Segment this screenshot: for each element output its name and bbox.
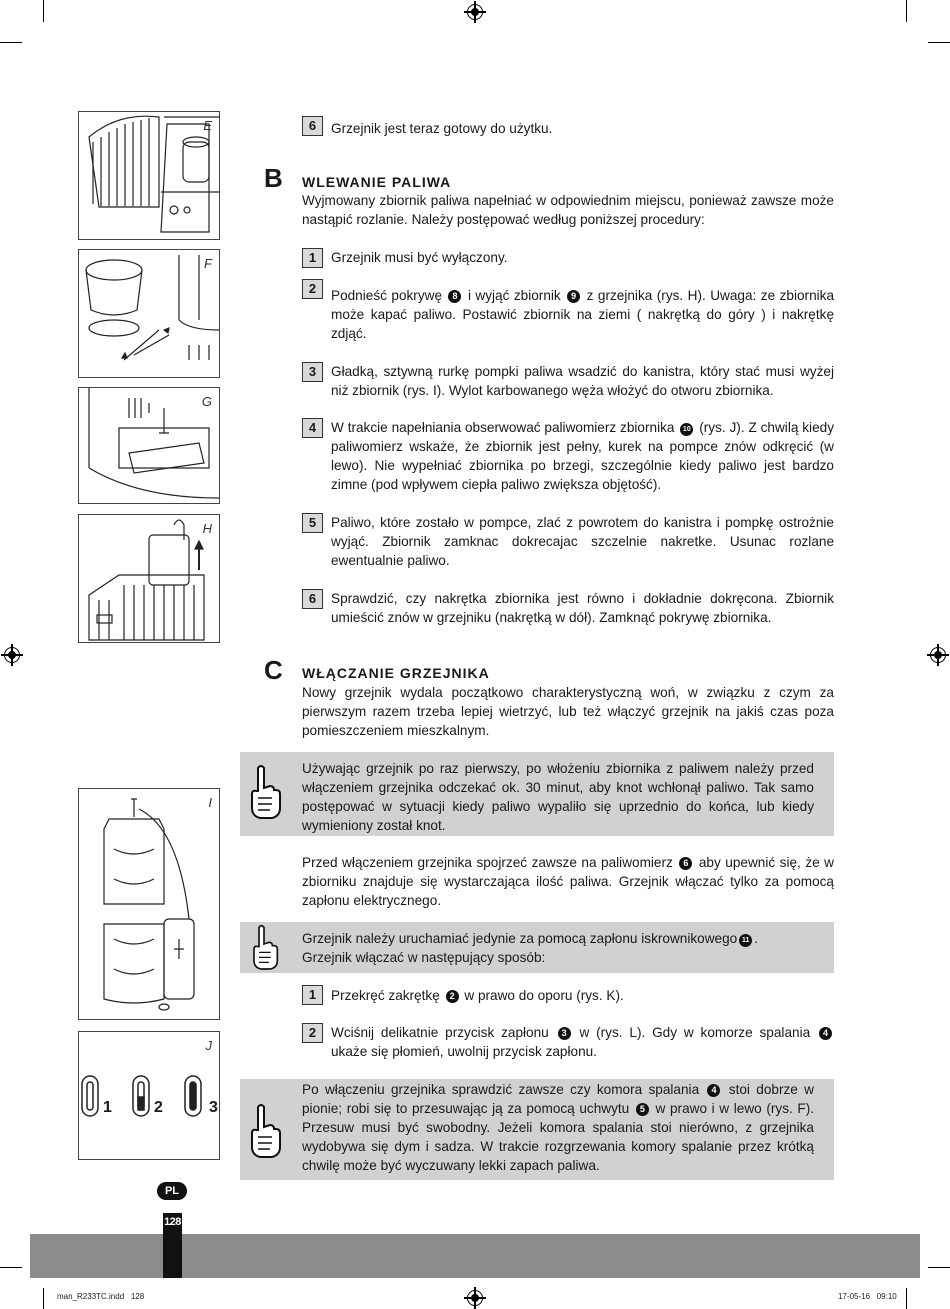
section-title: WŁĄCZANIE GRZEJNIKA [302, 665, 490, 681]
note-text-part: Grzejnik włączać w następujący sposób: [302, 950, 546, 965]
figure-label: J [205, 1038, 212, 1053]
step-text [331, 286, 834, 343]
crop-mark [906, 1288, 907, 1309]
pointing-hand-icon [246, 924, 282, 974]
step-text-part: w prawo do oporu (rys. K). [464, 988, 624, 1003]
figure-label: F [204, 256, 212, 271]
part-number-badge: 8 [448, 290, 461, 303]
figure-label: I [208, 795, 212, 810]
crop-mark [43, 1288, 44, 1309]
part-number-badge: 2 [446, 990, 459, 1003]
step-number: 4 [302, 418, 323, 438]
step-text-part: i wyjąć zbiornik [467, 288, 561, 303]
igniter-illustration [79, 388, 219, 503]
step-text-part: z grzejnika (rys. H). Uwaga: ze zbiornika może kapać paliwo. Postawić zbiornik na ziemi ( nakrętką do góry ) i nakrętkę zdjąć. [331, 288, 835, 341]
tank-removal-illustration [79, 515, 219, 642]
language-badge: PL [157, 1182, 187, 1200]
registration-mark-icon [467, 1290, 483, 1306]
figure-label: G [201, 394, 212, 409]
step-number: 2 [302, 279, 323, 299]
combustion-chamber-illustration [79, 250, 219, 377]
gauge-label: 1 [103, 1099, 112, 1116]
note-text: Używając grzejnik po raz pierwszy, po włożeniu zbiornika z paliwem należy przed włączeniem grzejnika odczekać ok. 30 minut, aby knot wchłonął paliwo. Tak samo postępować w sytuacji kiedy paliwo wypaliło się uprzednio do końca, lub kiedy wymieniony został knot. [302, 761, 814, 833]
warning-note [240, 752, 834, 836]
figure-f [78, 249, 220, 378]
part-number-badge: 3 [558, 1027, 571, 1040]
note-text [302, 1080, 814, 1175]
step-text [331, 986, 834, 1005]
crop-mark [928, 1267, 950, 1268]
step-number: 1 [302, 985, 323, 1005]
note-text-part: Grzejnik należy uruchamiać jedynie za pomocą zapłonu iskrownikowego [302, 931, 738, 946]
step-text: Grzejnik musi być wyłączony. [331, 250, 508, 265]
part-number-badge: 9 [567, 290, 580, 303]
step-number: 1 [302, 248, 323, 268]
crop-mark [906, 0, 907, 22]
pointing-hand-icon [246, 764, 282, 824]
paragraph-part: aby upewnić się, że w zbiorniku znajduje się wystarczająca ilość paliwa. Grzejnik włączać tylko za pomocą zapłonu elektrycznego. [302, 855, 834, 908]
step-text-part: ukaże się płomień, uwolnij przycisk zapłonu. [331, 1044, 597, 1059]
figure-e [78, 111, 220, 240]
warning-note [240, 922, 834, 973]
paragraph-part: Przed włączeniem grzejnika spojrzeć zawsze na paliwomierz [302, 855, 673, 870]
section-letter: B [264, 163, 283, 193]
file-info: man_R233TC.indd 128 [57, 1292, 145, 1301]
crop-mark [0, 1267, 22, 1268]
part-number-badge: 5 [636, 1103, 649, 1116]
registration-mark-icon [930, 647, 946, 663]
step-text: Sprawdzić, czy nakrętka zbiornika jest równo i dokładnie dokręcona. Zbiornik umieścić znów w grzejniku (nakrętką w dół). Zamknąć pokrywę zbiornika. [331, 591, 834, 625]
note-text-part: Po włączeniu grzejnika sprawdzić zawsze czy komora spalania [302, 1082, 700, 1097]
section-intro: Wyjmowany zbiornik paliwa napełniać w odpowiednim miejscu, ponieważ zawsze może nastąpić rozlanie. Należy postępować według poniższej procedury: [302, 193, 834, 227]
step-number: 6 [302, 589, 323, 609]
crop-mark [43, 0, 44, 22]
figure-label: H [202, 521, 212, 536]
paragraph [302, 853, 834, 910]
gauge-label: 2 [154, 1099, 163, 1116]
step-number: 2 [302, 1023, 323, 1043]
step-number: 5 [302, 513, 323, 533]
step-text [331, 418, 834, 494]
note-text-part: stoi dobrze w pionie; robi się to przesuwając ją za pomocą uchwytu [302, 1082, 814, 1116]
note-text-part: . [754, 931, 759, 946]
step-text: Grzejnik jest teraz gotowy do użytku. [331, 121, 553, 136]
figure-j [78, 1031, 220, 1160]
pointing-hand-icon [246, 1103, 282, 1163]
fuel-pump-illustration [79, 789, 219, 1019]
step-text [331, 1023, 834, 1061]
section-intro: Nowy grzejnik wydala początkowo charakterystyczną woń, w związku z czym za pierwszym razem trzeba lepiej wietrzyć, lub też włączyć grzejnik na jakiś czas poza pomieszczeniem mieszkalnym. [302, 685, 834, 738]
step-text-part: W trakcie napełniania obserwować paliwomierz zbiornika [331, 420, 675, 435]
note-text-part: w prawo i w lewo (rys. F). Przesuw musi być swobodny. Jeżeli komora spalania stoi nierówno, z grzejnika wydobywa się dym i sadza. W trakcie rozgrzewania komory spalanie przez krótką chwilę może być wyczuwany lekki zapach paliwa. [302, 1101, 815, 1173]
gauge-label: 3 [209, 1099, 218, 1116]
warning-note [240, 1079, 834, 1180]
date-info: 17-05-16 09:10 [838, 1292, 897, 1301]
note-text [302, 929, 814, 967]
step-text-part: Wciśnij delikatnie przycisk zapłonu [331, 1025, 549, 1040]
step-text: Paliwo, które zostało w pompce, zlać z powrotem do kanistra i pompkę ostrożnie wyjąć. Zbiornik zamknac dokrecajac szczelnie nakretke. Usunac rozlane ewentualnie paliwo. [331, 515, 834, 568]
fuel-gauge-illustration [79, 1032, 219, 1159]
step-number: 6 [302, 116, 323, 136]
part-number-badge: 4 [707, 1084, 720, 1097]
registration-mark-icon [467, 4, 483, 20]
figure-i [78, 788, 220, 1020]
section-letter: C [264, 655, 283, 685]
registration-mark-icon [4, 647, 20, 663]
step-text-part: Podnieść pokrywę [331, 288, 442, 303]
figure-g [78, 387, 220, 504]
step-text: Gładką, sztywną rurkę pompki paliwa wsadzić do kanistra, który stać musi wyżej niż zbiornik (rys. I). Wylot karbowanego węża włożyć do otworu zbiornika. [331, 364, 834, 398]
step-number: 3 [302, 362, 323, 382]
heater-grille-illustration [79, 112, 219, 239]
part-number-badge: 6 [679, 857, 692, 870]
part-number-badge: 4 [819, 1027, 832, 1040]
section-title: WLEWANIE PALIWA [302, 174, 452, 190]
step-text-part: Przekręć zakrętkę [331, 988, 440, 1003]
page-number: 128 [164, 1216, 181, 1228]
step-text-part: w (rys. L). Gdy w komorze spalania [579, 1025, 811, 1040]
crop-mark [0, 42, 22, 43]
step-text-part: (rys. J). Z chwilą kiedy paliwomierz wskaże, że zbiornik jest pełny, kurek na pompce znów odkręcić (w lewo). Nie wypełniać zbiornika po brzegi, szczególnie kiedy paliwo jest bardzo zimne (pod wpływem ciepła paliwo zwiększa objętość). [331, 420, 834, 492]
part-number-badge: 10 [680, 423, 693, 436]
crop-mark [928, 42, 950, 43]
part-number-badge: 11 [739, 934, 752, 947]
figure-h [78, 514, 220, 643]
figure-label: E [203, 118, 212, 133]
